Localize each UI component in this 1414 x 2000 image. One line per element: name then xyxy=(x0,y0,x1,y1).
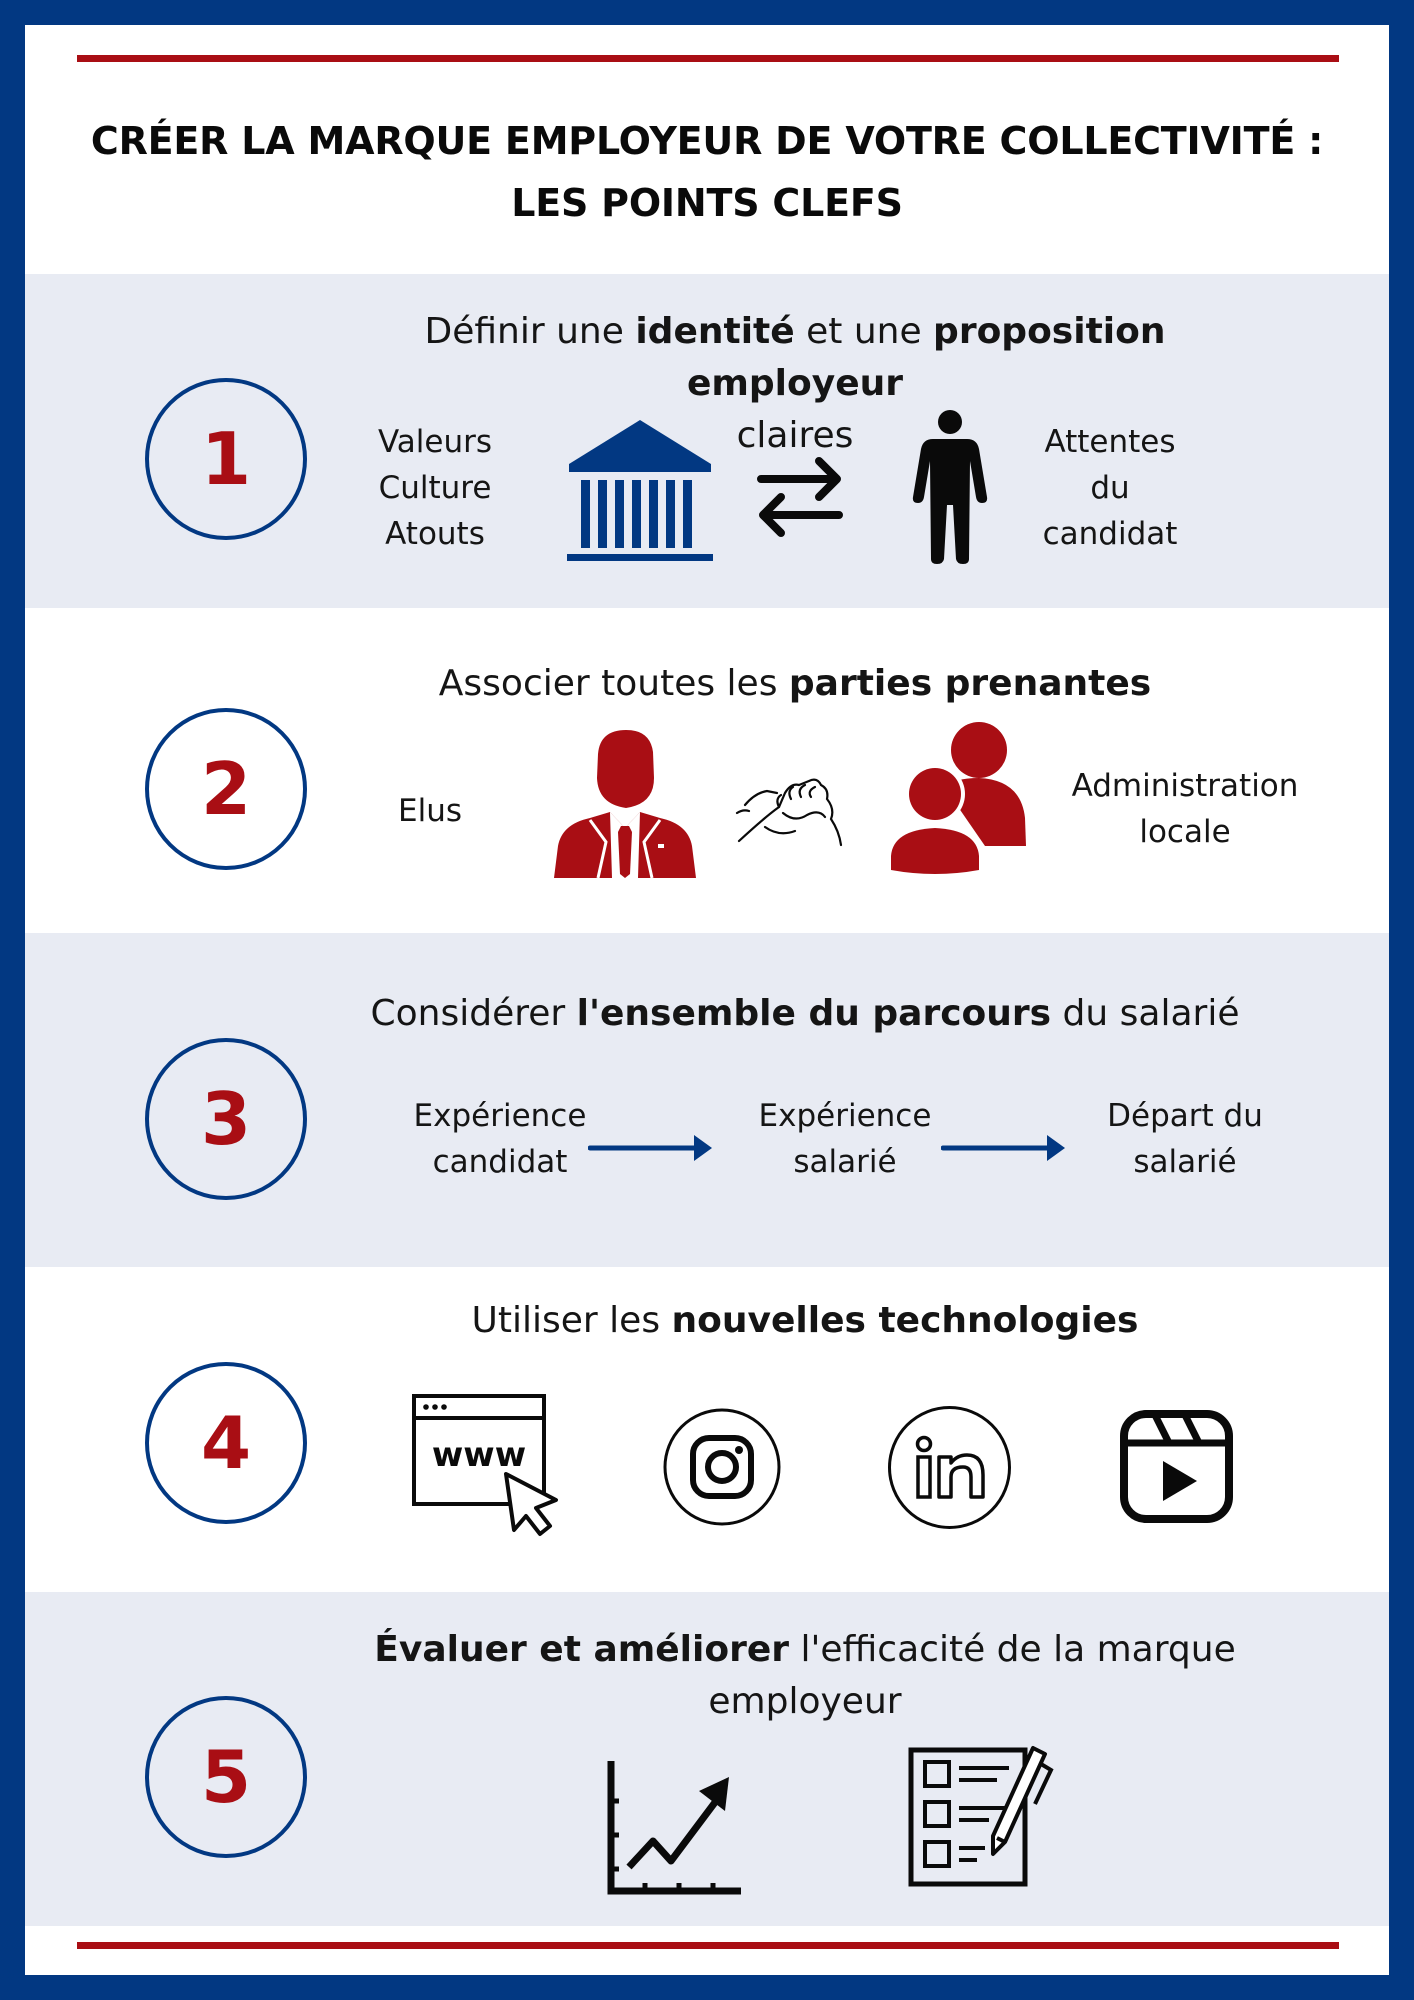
heading-bold: proposition employeur xyxy=(686,311,1166,404)
stage-candidate-experience xyxy=(390,1093,610,1185)
identity-labels xyxy=(355,419,515,557)
title-line-2: LES POINTS CLEFS xyxy=(511,181,903,225)
heading-text: l'efficacité de la marque xyxy=(789,1629,1236,1670)
heading-bold: identité xyxy=(635,311,795,352)
heading-bold: nouvelles technologies xyxy=(671,1300,1139,1341)
website-icon xyxy=(410,1392,560,1537)
infographic-frame xyxy=(25,25,1389,1975)
heading-text: Définir une xyxy=(424,311,636,352)
step-2-section xyxy=(25,608,1389,933)
step-heading xyxy=(355,988,1255,1040)
label-text: Expérience xyxy=(413,1098,587,1134)
svg-text:www: www xyxy=(431,1435,527,1475)
step-1-section xyxy=(25,274,1389,608)
institution-icon xyxy=(565,414,715,564)
page-title xyxy=(25,110,1389,234)
top-divider xyxy=(77,55,1339,62)
handshake-icon xyxy=(735,753,845,853)
heading-text: et une xyxy=(794,311,934,352)
step-heading xyxy=(355,1624,1255,1728)
exchange-arrows-icon xyxy=(755,449,845,539)
label-text: Expérience xyxy=(758,1098,932,1134)
label-text: candidat xyxy=(432,1144,568,1180)
step-3-section xyxy=(25,933,1389,1267)
heading-text: du salarié xyxy=(1051,993,1240,1034)
label-elected xyxy=(370,788,490,834)
label-values: Valeurs xyxy=(377,424,493,460)
label-text: Départ du xyxy=(1107,1098,1263,1134)
step-number: 4 xyxy=(200,1401,252,1485)
arrow-right-icon xyxy=(941,1133,1067,1163)
step-number: 3 xyxy=(200,1077,252,1161)
label-local-administration xyxy=(1055,763,1315,855)
step-number-badge xyxy=(145,708,307,870)
heading-bold: l'ensemble du parcours xyxy=(576,993,1052,1034)
step-heading xyxy=(325,658,1265,710)
label-assets: Atouts xyxy=(385,516,485,552)
stage-employee-experience xyxy=(735,1093,955,1185)
bottom-divider xyxy=(77,1942,1339,1949)
growth-chart-icon xyxy=(605,1757,745,1897)
step-4-section xyxy=(25,1267,1389,1592)
step-number-badge xyxy=(145,1696,307,1858)
heading-text: Associer toutes les xyxy=(438,663,789,704)
linkedin-icon xyxy=(887,1405,1012,1530)
checklist-icon xyxy=(905,1744,1065,1904)
heading-bold: parties prenantes xyxy=(788,663,1152,704)
heading-text: Utiliser les xyxy=(471,1300,672,1341)
video-reels-icon xyxy=(1119,1409,1234,1524)
heading-text: employeur xyxy=(708,1681,902,1722)
candidate-labels xyxy=(1025,419,1195,557)
instagram-icon xyxy=(662,1407,782,1527)
step-number-badge xyxy=(145,1038,307,1200)
label-culture: Culture xyxy=(378,470,492,506)
label-text: Elus xyxy=(398,793,462,829)
step-number-badge xyxy=(145,1362,307,1524)
step-number: 1 xyxy=(200,417,252,501)
label-candidate: candidat xyxy=(1042,516,1178,552)
step-number-badge xyxy=(145,378,307,540)
label-of: du xyxy=(1090,470,1130,506)
stage-employee-departure xyxy=(1070,1093,1300,1185)
title-line-1: CRÉER LA MARQUE EMPLOYEUR DE VOTRE COLLECTIVITÉ : xyxy=(90,119,1324,163)
label-text: salarié xyxy=(793,1144,897,1180)
arrow-right-icon xyxy=(588,1133,714,1163)
heading-bold: Évaluer et améliorer xyxy=(374,1629,790,1670)
label-text: locale xyxy=(1139,814,1231,850)
label-text: Administration xyxy=(1071,768,1299,804)
person-icon xyxy=(905,409,995,564)
heading-text: Considérer xyxy=(370,993,577,1034)
step-number: 2 xyxy=(200,747,252,831)
group-icon xyxy=(885,718,1030,878)
heading-text: claires xyxy=(736,415,854,456)
step-5-section xyxy=(25,1592,1389,1926)
elected-official-icon xyxy=(550,728,700,878)
step-number: 5 xyxy=(200,1735,252,1819)
step-heading xyxy=(355,1295,1255,1347)
label-text: salarié xyxy=(1133,1144,1237,1180)
label-expectations: Attentes xyxy=(1044,424,1176,460)
